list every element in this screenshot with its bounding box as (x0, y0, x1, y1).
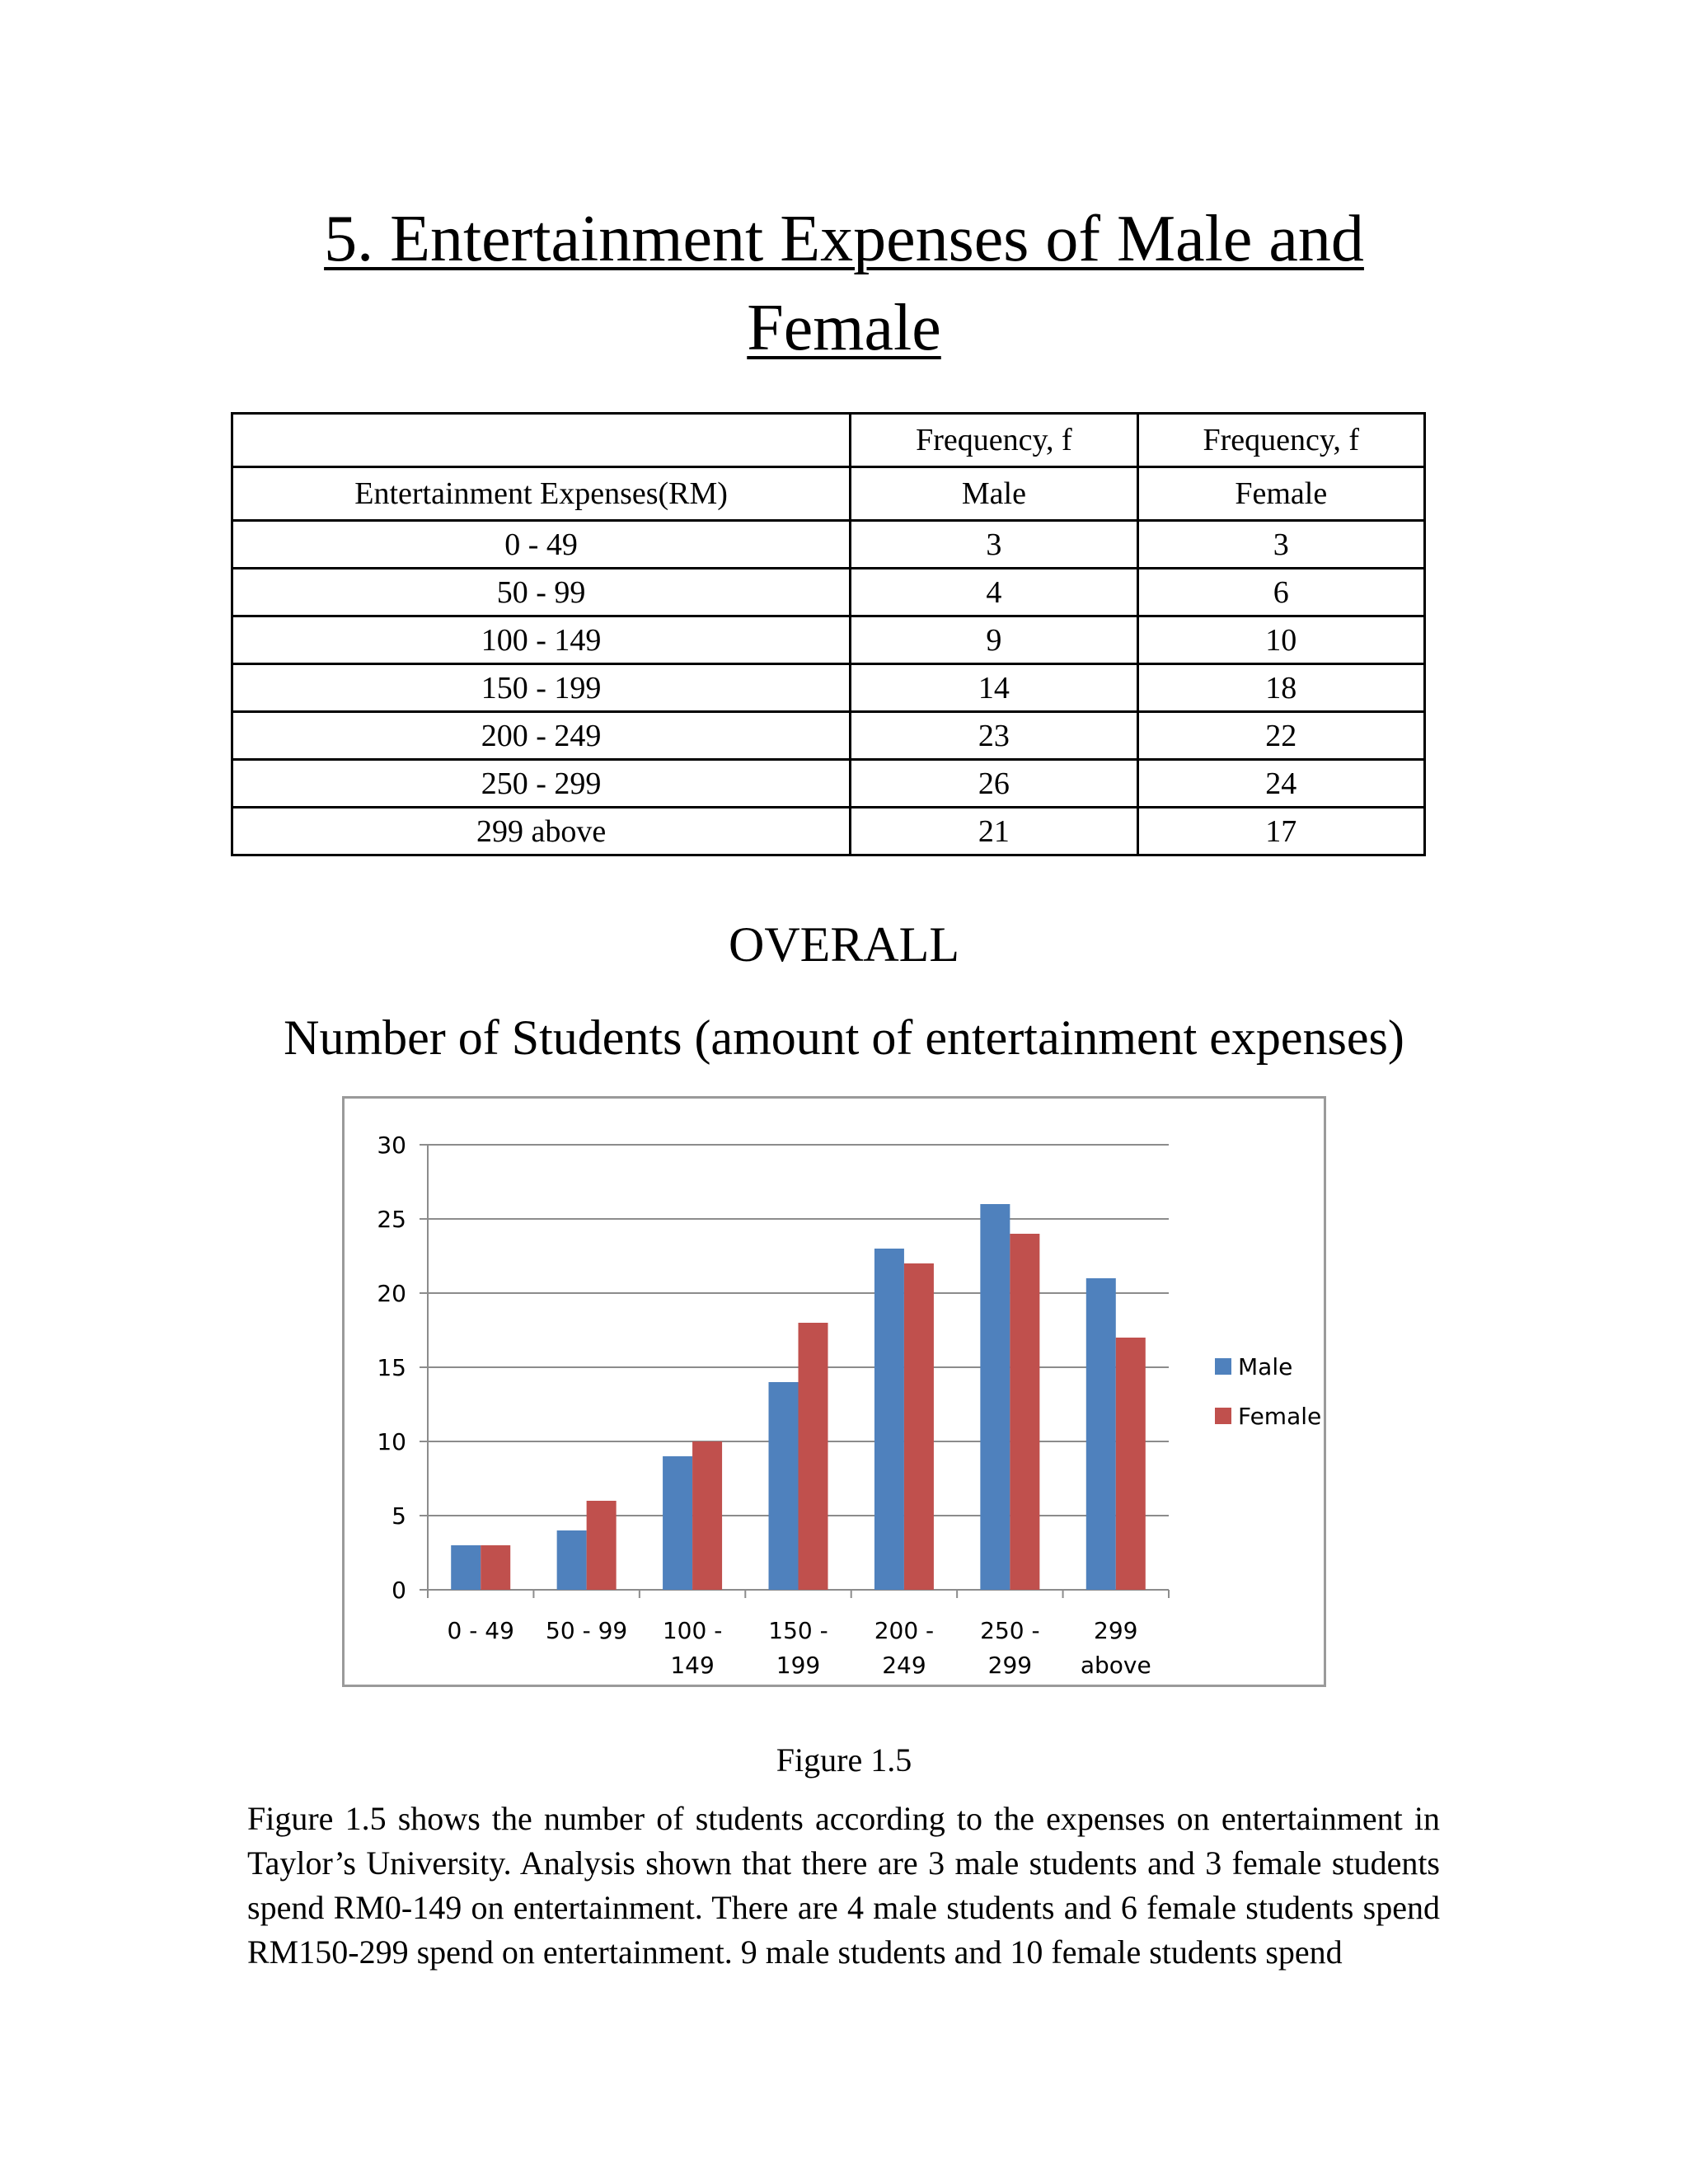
table-cell: 0 - 49 (232, 521, 851, 569)
table-header-cell: Female (1137, 467, 1424, 521)
table-row (232, 616, 1425, 664)
table-cell: 4 (851, 569, 1137, 616)
bar-female (481, 1545, 510, 1590)
x-tick-label: 149 (670, 1652, 715, 1679)
x-tick-label: 299 (987, 1652, 1033, 1679)
table-row (232, 521, 1425, 569)
table-row (232, 569, 1425, 616)
table-cell: 3 (851, 521, 1137, 569)
table-cell: 24 (1137, 760, 1424, 808)
table-cell: 14 (851, 664, 1137, 712)
legend-swatch-male (1215, 1358, 1231, 1375)
table-cell: 100 - 149 (232, 616, 851, 664)
y-tick-label: 25 (377, 1206, 406, 1233)
figure-caption: Figure 1.5 (776, 1741, 912, 1779)
y-tick-label: 15 (377, 1354, 406, 1381)
y-tick-label: 30 (377, 1132, 406, 1159)
y-tick-label: 0 (392, 1577, 406, 1604)
y-tick-label: 5 (392, 1502, 406, 1530)
x-tick-label: 0 - 49 (447, 1617, 514, 1644)
table-header-row-1 (232, 414, 1425, 467)
table-header-cell: Frequency, f (851, 414, 1137, 467)
page-title (0, 194, 1688, 373)
x-tick-label: 100 - (662, 1617, 723, 1644)
table-cell: 23 (851, 712, 1137, 760)
table-cell: 6 (1137, 569, 1424, 616)
table-cell: 250 - 299 (232, 760, 851, 808)
bar-female (1116, 1338, 1146, 1590)
bar-male (874, 1249, 904, 1590)
bar-male (769, 1382, 799, 1590)
table-cell: 9 (851, 616, 1137, 664)
bar-female (1010, 1234, 1039, 1590)
page-title-line2: Female (747, 292, 941, 364)
x-tick-label: 249 (882, 1652, 926, 1679)
table-row (232, 760, 1425, 808)
overall-heading: OVERALL (729, 917, 959, 972)
x-tick-label: 200 - (874, 1617, 935, 1644)
bar-female (799, 1323, 828, 1590)
table-header-cell: Male (851, 467, 1137, 521)
y-tick-label: 10 (377, 1428, 406, 1455)
table-cell: 21 (851, 808, 1137, 855)
table-row (232, 664, 1425, 712)
bar-male (980, 1204, 1010, 1590)
bar-female (692, 1441, 722, 1590)
table-cell: 10 (1137, 616, 1424, 664)
table-cell: 3 (1137, 521, 1424, 569)
x-tick-label: 50 - 99 (546, 1617, 628, 1644)
table-cell: 18 (1137, 664, 1424, 712)
bar-chart-svg (345, 1099, 1324, 1685)
x-tick-label: 199 (776, 1652, 821, 1679)
table-cell: 26 (851, 760, 1137, 808)
bar-male (663, 1456, 692, 1590)
bar-male (451, 1545, 481, 1590)
bar-female (904, 1263, 934, 1590)
bar-female (587, 1501, 617, 1590)
table-cell: 17 (1137, 808, 1424, 855)
table-cell: 299 above (232, 808, 851, 855)
legend-label: Male (1238, 1353, 1293, 1380)
y-tick-label: 20 (377, 1280, 406, 1307)
table-cell: 150 - 199 (232, 664, 851, 712)
table-cell: 22 (1137, 712, 1424, 760)
table-cell: 200 - 249 (232, 712, 851, 760)
legend-label: Female (1238, 1403, 1322, 1430)
table-header-cell (232, 414, 851, 467)
bar-chart (342, 1096, 1326, 1687)
x-tick-label: 250 - (980, 1617, 1040, 1644)
table-header-row-2 (232, 467, 1425, 521)
frequency-table (231, 412, 1426, 856)
table-row (232, 712, 1425, 760)
bar-male (1086, 1278, 1116, 1590)
bar-male (557, 1530, 587, 1590)
table-cell: 50 - 99 (232, 569, 851, 616)
table-header-cell: Entertainment Expenses(RM) (232, 467, 851, 521)
table-row (232, 808, 1425, 855)
page-title-line1: 5. Entertainment Expenses of Male and (324, 203, 1364, 275)
x-tick-label: 299 (1094, 1617, 1138, 1644)
table-header-cell: Frequency, f (1137, 414, 1424, 467)
x-tick-label: 150 - (768, 1617, 828, 1644)
legend-swatch-female (1215, 1408, 1231, 1424)
x-tick-label: above (1080, 1652, 1151, 1679)
chart-heading: Number of Students (amount of entertainment expenses) (284, 1010, 1404, 1065)
body-paragraph: Figure 1.5 shows the number of students according to the expenses on entertainment in Taylor’s University. Analysis shown that there are 3 male students and 3 female students spend RM0-149 on entertainment. There are 4 male students and 6 female students spend RM150-299 spend on entertainment. 9 male students and 10 female students spend (247, 1800, 1440, 1971)
